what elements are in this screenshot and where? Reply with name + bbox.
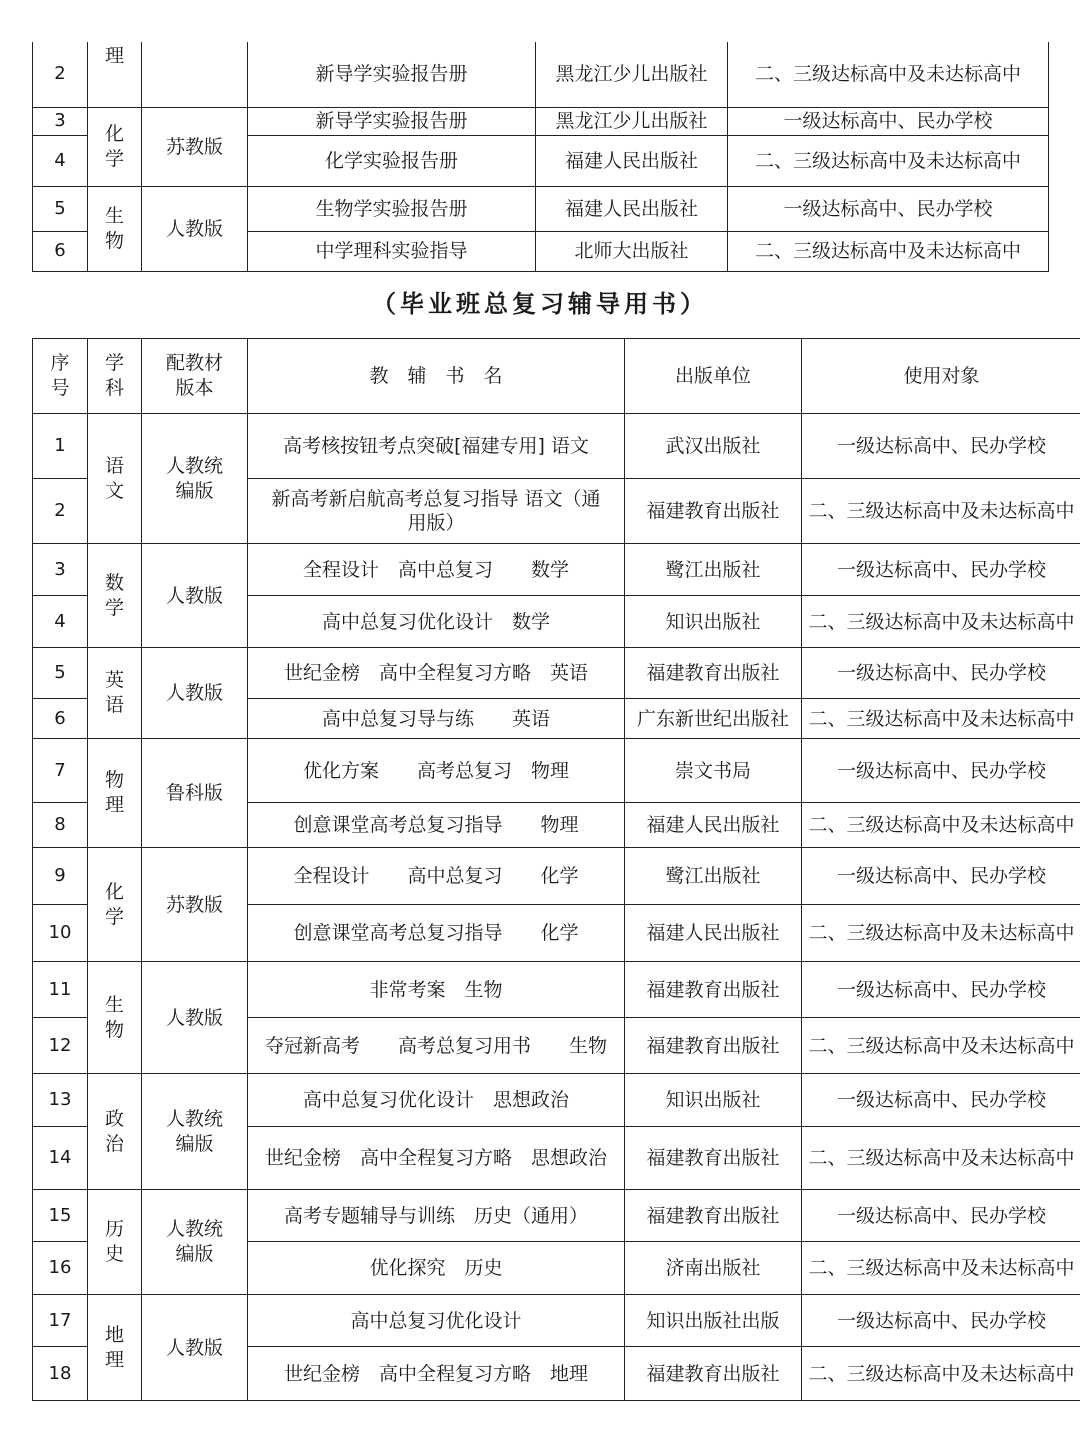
header-book-title: 教 辅 书 名 bbox=[248, 339, 625, 414]
subject-char: 学 bbox=[104, 147, 124, 170]
publisher: 福建人民出版社 bbox=[536, 135, 728, 186]
edition-cell: 人教版 bbox=[142, 1295, 248, 1401]
publisher: 鹭江出版社 bbox=[625, 848, 802, 905]
table-row bbox=[33, 1190, 1080, 1242]
table-header-row bbox=[33, 339, 1080, 414]
publisher: 知识出版社 bbox=[625, 596, 802, 648]
table-row bbox=[33, 107, 1049, 135]
table-row bbox=[33, 739, 1080, 803]
publisher: 知识出版社出版 bbox=[625, 1295, 802, 1347]
book-title: 世纪金榜 高中全程复习方略 思想政治 bbox=[248, 1127, 625, 1190]
row-number: 9 bbox=[33, 848, 88, 905]
publisher: 福建教育出版社 bbox=[625, 648, 802, 699]
row-number: 15 bbox=[33, 1190, 88, 1242]
row-number: 12 bbox=[33, 1018, 88, 1074]
target-schools: 一级达标高中、民办学校 bbox=[728, 186, 1049, 231]
target-schools: 二、三级达标高中及未达标高中 bbox=[728, 231, 1049, 271]
target-schools: 二、三级达标高中及未达标高中 bbox=[802, 1127, 1080, 1190]
header-target: 使用对象 bbox=[802, 339, 1080, 414]
edition-cell: 鲁科版 bbox=[142, 739, 248, 848]
table-row bbox=[33, 544, 1080, 596]
book-title: 优化方案 高考总复习 物理 bbox=[248, 739, 625, 803]
subject-char: 化 bbox=[104, 122, 124, 145]
publisher: 北师大出版社 bbox=[536, 231, 728, 271]
target-schools: 二、三级达标高中及未达标高中 bbox=[728, 42, 1049, 107]
subject-cell: 物 理 bbox=[88, 739, 142, 848]
row-number: 11 bbox=[33, 962, 88, 1018]
table-row bbox=[33, 1074, 1080, 1127]
book-title: 高中总复习导与练 英语 bbox=[248, 699, 625, 739]
book-title: 世纪金榜 高中全程复习方略 地理 bbox=[248, 1347, 625, 1401]
edition-cell: 人教统 编版 bbox=[142, 1074, 248, 1190]
target-schools: 二、三级达标高中及未达标高中 bbox=[802, 479, 1080, 544]
book-title: 高中总复习优化设计 思想政治 bbox=[248, 1074, 625, 1127]
row-number: 6 bbox=[33, 699, 88, 739]
book-title: 化学实验报告册 bbox=[248, 135, 536, 186]
book-title: 世纪金榜 高中全程复习方略 英语 bbox=[248, 648, 625, 699]
subject-cell bbox=[88, 107, 142, 186]
row-number: 16 bbox=[33, 1242, 88, 1295]
publisher: 知识出版社 bbox=[625, 1074, 802, 1127]
header-number: 序 号 bbox=[33, 339, 88, 414]
publisher: 武汉出版社 bbox=[625, 414, 802, 479]
header-publisher: 出版单位 bbox=[625, 339, 802, 414]
subject-cell: 历 史 bbox=[88, 1190, 142, 1295]
row-number: 7 bbox=[33, 739, 88, 803]
target-schools: 一级达标高中、民办学校 bbox=[802, 1295, 1080, 1347]
row-number: 2 bbox=[33, 42, 88, 107]
book-title: 新导学实验报告册 bbox=[248, 42, 536, 107]
subject-cell: 生 物 bbox=[88, 962, 142, 1074]
edition-cell: 人教版 bbox=[142, 186, 248, 271]
target-schools: 二、三级达标高中及未达标高中 bbox=[728, 135, 1049, 186]
target-schools: 二、三级达标高中及未达标高中 bbox=[802, 699, 1080, 739]
publisher: 福建教育出版社 bbox=[625, 1127, 802, 1190]
target-schools: 一级达标高中、民办学校 bbox=[802, 962, 1080, 1018]
book-title: 高中总复习优化设计 数学 bbox=[248, 596, 625, 648]
publisher: 鹭江出版社 bbox=[625, 544, 802, 596]
header-subject: 学 科 bbox=[88, 339, 142, 414]
row-number: 14 bbox=[33, 1127, 88, 1190]
edition-cell: 人教版 bbox=[142, 648, 248, 739]
row-number: 4 bbox=[33, 135, 88, 186]
book-title: 新高考新启航高考总复习指导 语文（通 用版） bbox=[248, 479, 625, 544]
section-title: （毕业班总复习辅导用书） bbox=[372, 289, 708, 318]
subject-cell bbox=[88, 186, 142, 271]
subject-cell: 英 语 bbox=[88, 648, 142, 739]
row-number: 4 bbox=[33, 596, 88, 648]
target-schools: 二、三级达标高中及未达标高中 bbox=[802, 1242, 1080, 1295]
edition-cell bbox=[142, 42, 248, 107]
edition-cell: 苏教版 bbox=[142, 107, 248, 186]
row-number: 17 bbox=[33, 1295, 88, 1347]
target-schools: 一级达标高中、民办学校 bbox=[802, 544, 1080, 596]
edition-cell: 人教统 编版 bbox=[142, 414, 248, 544]
target-schools: 二、三级达标高中及未达标高中 bbox=[802, 1347, 1080, 1401]
book-title: 创意课堂高考总复习指导 物理 bbox=[248, 803, 625, 848]
target-schools: 一级达标高中、民办学校 bbox=[802, 848, 1080, 905]
table-row bbox=[33, 648, 1080, 699]
subject-cell: 地 理 bbox=[88, 1295, 142, 1401]
subject-cell: 政 治 bbox=[88, 1074, 142, 1190]
table-row bbox=[33, 962, 1080, 1018]
target-schools: 一级达标高中、民办学校 bbox=[802, 1074, 1080, 1127]
target-schools: 二、三级达标高中及未达标高中 bbox=[802, 803, 1080, 848]
subject-char: 物 bbox=[104, 229, 124, 252]
publisher: 福建人民出版社 bbox=[536, 186, 728, 231]
book-title: 新导学实验报告册 bbox=[248, 107, 536, 135]
book-title: 夺冠新高考 高考总复习用书 生物 bbox=[248, 1018, 625, 1074]
table-row bbox=[33, 42, 1049, 107]
table-row bbox=[33, 414, 1080, 479]
publisher: 崇文书局 bbox=[625, 739, 802, 803]
row-number: 5 bbox=[33, 648, 88, 699]
publisher: 广东新世纪出版社 bbox=[625, 699, 802, 739]
row-number: 2 bbox=[33, 479, 88, 544]
publisher: 福建教育出版社 bbox=[625, 479, 802, 544]
subject-cell: 数 学 bbox=[88, 544, 142, 648]
book-title: 非常考案 生物 bbox=[248, 962, 625, 1018]
target-schools: 二、三级达标高中及未达标高中 bbox=[802, 905, 1080, 962]
publisher: 福建教育出版社 bbox=[625, 1018, 802, 1074]
book-title: 全程设计 高中总复习 化学 bbox=[248, 848, 625, 905]
row-number: 3 bbox=[33, 107, 88, 135]
book-title: 高考专题辅导与训练 历史（通用） bbox=[248, 1190, 625, 1242]
subject-cell: 理 bbox=[88, 42, 142, 107]
book-title: 高考核按钮考点突破[福建专用] 语文 bbox=[248, 414, 625, 479]
target-schools: 一级达标高中、民办学校 bbox=[802, 414, 1080, 479]
row-number: 3 bbox=[33, 544, 88, 596]
publisher: 福建教育出版社 bbox=[625, 962, 802, 1018]
publisher: 福建教育出版社 bbox=[625, 1190, 802, 1242]
target-schools: 一级达标高中、民办学校 bbox=[802, 1190, 1080, 1242]
publisher: 济南出版社 bbox=[625, 1242, 802, 1295]
publisher: 福建人民出版社 bbox=[625, 803, 802, 848]
continuation-table bbox=[32, 42, 1049, 272]
target-schools: 一级达标高中、民办学校 bbox=[802, 648, 1080, 699]
subject-cell: 化 学 bbox=[88, 848, 142, 962]
book-title: 优化探究 历史 bbox=[248, 1242, 625, 1295]
table-row bbox=[33, 186, 1049, 231]
edition-cell: 人教版 bbox=[142, 962, 248, 1074]
edition-cell: 苏教版 bbox=[142, 848, 248, 962]
publisher: 黑龙江少儿出版社 bbox=[536, 107, 728, 135]
header-edition: 配教材 版本 bbox=[142, 339, 248, 414]
row-number: 6 bbox=[33, 231, 88, 271]
table-row bbox=[33, 848, 1080, 905]
target-schools: 二、三级达标高中及未达标高中 bbox=[802, 596, 1080, 648]
row-number: 8 bbox=[33, 803, 88, 848]
book-title: 全程设计 高中总复习 数学 bbox=[248, 544, 625, 596]
target-schools: 一级达标高中、民办学校 bbox=[728, 107, 1049, 135]
subject-char: 生 bbox=[104, 204, 124, 227]
publisher: 黑龙江少儿出版社 bbox=[536, 42, 728, 107]
target-schools: 二、三级达标高中及未达标高中 bbox=[802, 1018, 1080, 1074]
review-books-table bbox=[32, 338, 1080, 1401]
book-title: 生物学实验报告册 bbox=[248, 186, 536, 231]
row-number: 1 bbox=[33, 414, 88, 479]
book-title: 创意课堂高考总复习指导 化学 bbox=[248, 905, 625, 962]
row-number: 5 bbox=[33, 186, 88, 231]
book-title: 中学理科实验指导 bbox=[248, 231, 536, 271]
target-schools: 一级达标高中、民办学校 bbox=[802, 739, 1080, 803]
row-number: 13 bbox=[33, 1074, 88, 1127]
subject-cell: 语 文 bbox=[88, 414, 142, 544]
publisher: 福建人民出版社 bbox=[625, 905, 802, 962]
row-number: 18 bbox=[33, 1347, 88, 1401]
edition-cell: 人教统 编版 bbox=[142, 1190, 248, 1295]
row-number: 10 bbox=[33, 905, 88, 962]
publisher: 福建教育出版社 bbox=[625, 1347, 802, 1401]
table-row bbox=[33, 1295, 1080, 1347]
book-title: 高中总复习优化设计 bbox=[248, 1295, 625, 1347]
edition-cell: 人教版 bbox=[142, 544, 248, 648]
